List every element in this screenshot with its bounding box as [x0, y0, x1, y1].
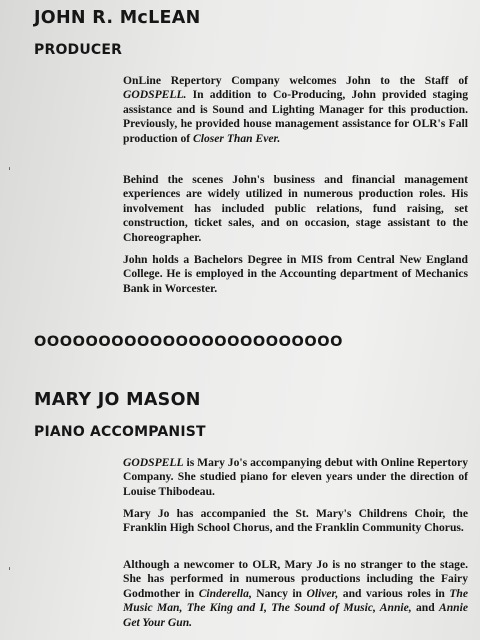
paragraph-text: In addition to Co-Producing, John provided staging assistance and is Sound and Lighting Manager for this production. Previously, he provided house management assistance for OLR's Fall production of [123, 88, 468, 145]
italic-title: GODSPELL [123, 456, 184, 469]
john-bio-paragraph-1 [123, 74, 468, 146]
paragraph-text: and various roles in [338, 586, 450, 600]
paragraph-text: is Mary Jo's accompanying debut with Online Repertory Company. She studied piano for eleven years under the direction of Louise Thibodeau. [123, 456, 468, 498]
margin-mark: ˈ [8, 165, 12, 178]
mary-jo-mason-role: PIANO ACCOMPANIST [34, 424, 206, 440]
italic-title: Closer Than Ever. [193, 131, 281, 145]
paragraph-text: Although a newcomer to OLR, Mary Jo is no stranger to the stage. She has performed in numerous productions including the Fairy Godmother in [123, 558, 468, 600]
paragraph-text: OnLine Repertory Company welcomes John to the Staff of [123, 74, 468, 87]
mary-jo-mason-name: MARY JO MASON [34, 390, 201, 410]
italic-title: GODSPELL. [123, 88, 187, 102]
john-bio-paragraph-3 [123, 253, 468, 296]
circle-divider: OOOOOOOOOOOOOOOOOOOOOOOO [34, 334, 344, 350]
paragraph-text: Nancy in [251, 586, 307, 600]
john-mclean-role: PRODUCER [34, 42, 123, 58]
john-mclean-name: JOHN R. McLEAN [34, 8, 201, 28]
margin-mark: ˈ [8, 565, 12, 578]
italic-title: Cinderella, [198, 586, 252, 600]
mary-jo-bio-paragraph-2 [123, 507, 468, 536]
mary-jo-bio-paragraph-3 [123, 558, 468, 630]
paragraph-text: Behind the scenes John's business and financial management experiences are widely utilized in numerous production roles. His involvement has included public relations, fund raising, set construction, ticket sales, and on occasion, stage assistant to the Choreographer. [123, 173, 468, 244]
paragraph-text: and [411, 601, 439, 615]
italic-title: The Music Man, The King and I, The Sound of Music, Annie, [123, 586, 469, 615]
paragraph-text: Mary Jo has accompanied the St. Mary's Childrens Choir, the Franklin High School Chorus, and the Franklin Community Chorus. [123, 507, 468, 535]
italic-title: Annie Get Your Gun. [123, 601, 468, 629]
mary-jo-bio-paragraph-1 [123, 456, 468, 499]
italic-title: Oliver, [306, 586, 339, 600]
john-bio-paragraph-2 [123, 173, 468, 245]
paragraph-text: John holds a Bachelors Degree in MIS from Central New England College. He is employed in the Accounting department of Mechanics Bank in Worcester. [123, 253, 468, 295]
